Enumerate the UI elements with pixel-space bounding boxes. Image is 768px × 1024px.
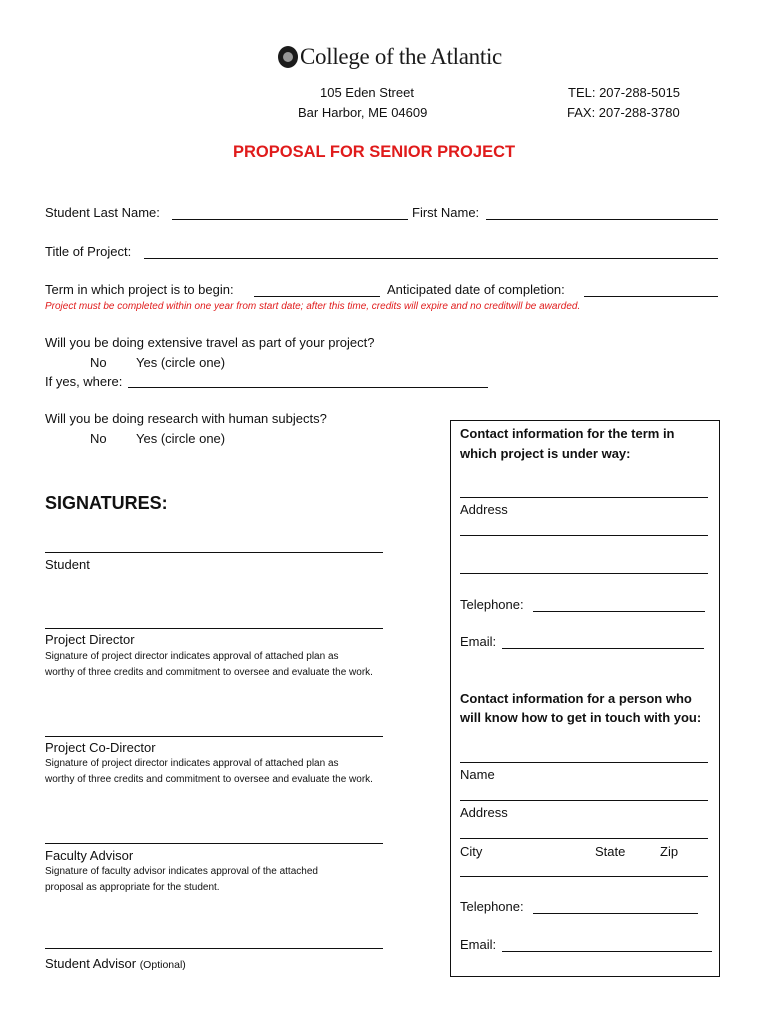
codirector-note-line-1: Signature of project director indicates approval of attached plan as	[45, 758, 339, 769]
optional-tag: (Optional)	[139, 959, 186, 971]
signatures-heading: SIGNATURES:	[45, 493, 168, 513]
person-contact-heading-1: Contact information for a person who	[460, 691, 692, 706]
term-contact-heading-1: Contact information for the term in	[460, 426, 675, 441]
person-telephone-label: Telephone:	[460, 899, 524, 914]
person-address-label: Address	[460, 805, 508, 820]
term-email-label: Email:	[460, 634, 497, 649]
student-signature-label: Student	[45, 557, 90, 572]
student-advisor-text: Student Advisor	[45, 956, 137, 971]
codirector-signature-label: Project Co-Director	[45, 740, 156, 755]
project-title-field[interactable]	[144, 258, 718, 259]
term-address-line-2[interactable]	[460, 535, 708, 536]
last-name-field[interactable]	[172, 219, 408, 220]
person-address-line[interactable]	[460, 800, 708, 801]
term-label: Term in which project is to begin:	[45, 282, 234, 297]
person-state-label: State	[595, 844, 626, 859]
advisor-signature-label: Faculty Advisor	[45, 848, 134, 863]
person-email-label: Email:	[460, 937, 497, 952]
term-address-line-1[interactable]	[460, 497, 708, 498]
term-telephone-field[interactable]	[533, 611, 705, 612]
last-name-label: Student Last Name:	[45, 205, 160, 220]
student-advisor-signature-line[interactable]	[45, 948, 383, 949]
address-line-2: Bar Harbor, ME 04609	[298, 105, 428, 120]
completion-label: Anticipated date of completion:	[387, 282, 565, 297]
person-telephone-field[interactable]	[533, 913, 698, 914]
term-telephone-label: Telephone:	[460, 597, 524, 612]
term-contact-heading-2: which project is under way:	[460, 446, 631, 461]
human-no-option[interactable]: No	[90, 431, 107, 446]
term-email-field[interactable]	[502, 648, 704, 649]
director-note-line-2: worthy of three credits and commitment to oversee and evaluate the work.	[45, 667, 373, 678]
person-contact-heading-2: will know how to get in touch with you:	[460, 710, 702, 725]
term-address-line-3[interactable]	[460, 573, 708, 574]
travel-where-field[interactable]	[128, 387, 488, 388]
codirector-signature-line[interactable]	[45, 736, 383, 737]
completion-note: Project must be completed within one year from start date; after this time, credits will expire and no creditwill be awarded.	[45, 301, 581, 312]
college-seal-icon	[278, 46, 298, 68]
person-email-field[interactable]	[502, 951, 712, 952]
first-name-label: First Name:	[412, 205, 480, 220]
travel-no-option[interactable]: No	[90, 355, 107, 370]
person-zip-label: Zip	[660, 844, 679, 859]
director-note-line-1: Signature of project director indicates approval of attached plan as	[45, 651, 339, 662]
person-city-state-zip-line[interactable]	[460, 876, 708, 877]
advisor-note-line-1: Signature of faculty advisor indicates approval of the attached	[45, 866, 318, 877]
project-title-label: Title of Project:	[45, 244, 132, 259]
director-signature-label: Project Director	[45, 632, 135, 647]
term-field[interactable]	[254, 296, 380, 297]
address-line-1: 105 Eden Street	[320, 85, 414, 100]
travel-where-label: If yes, where:	[45, 374, 123, 389]
first-name-field[interactable]	[486, 219, 718, 220]
student-signature-line[interactable]	[45, 552, 383, 553]
travel-question: Will you be doing extensive travel as part of your project?	[45, 335, 375, 350]
director-signature-line[interactable]	[45, 628, 383, 629]
codirector-note-line-2: worthy of three credits and commitment to oversee and evaluate the work.	[45, 774, 373, 785]
advisor-signature-line[interactable]	[45, 843, 383, 844]
person-city-label: City	[460, 844, 483, 859]
travel-yes-option[interactable]: Yes (circle one)	[136, 355, 226, 370]
completion-field[interactable]	[584, 296, 718, 297]
telephone-number: TEL: 207-288-5015	[568, 85, 681, 100]
person-name-line[interactable]	[460, 762, 708, 763]
human-subjects-question: Will you be doing research with human subjects?	[45, 411, 327, 426]
term-address-label: Address	[460, 502, 508, 517]
advisor-note-line-2: proposal as appropriate for the student.	[45, 882, 220, 893]
page-title: PROPOSAL FOR SENIOR PROJECT	[233, 143, 516, 161]
person-city-line[interactable]	[460, 838, 708, 839]
human-yes-option[interactable]: Yes (circle one)	[136, 431, 226, 446]
person-name-label: Name	[460, 767, 495, 782]
fax-number: FAX: 207-288-3780	[567, 105, 680, 120]
student-advisor-label	[45, 956, 186, 971]
college-logo	[278, 44, 502, 70]
institution-name: College of the Atlantic	[300, 44, 502, 69]
